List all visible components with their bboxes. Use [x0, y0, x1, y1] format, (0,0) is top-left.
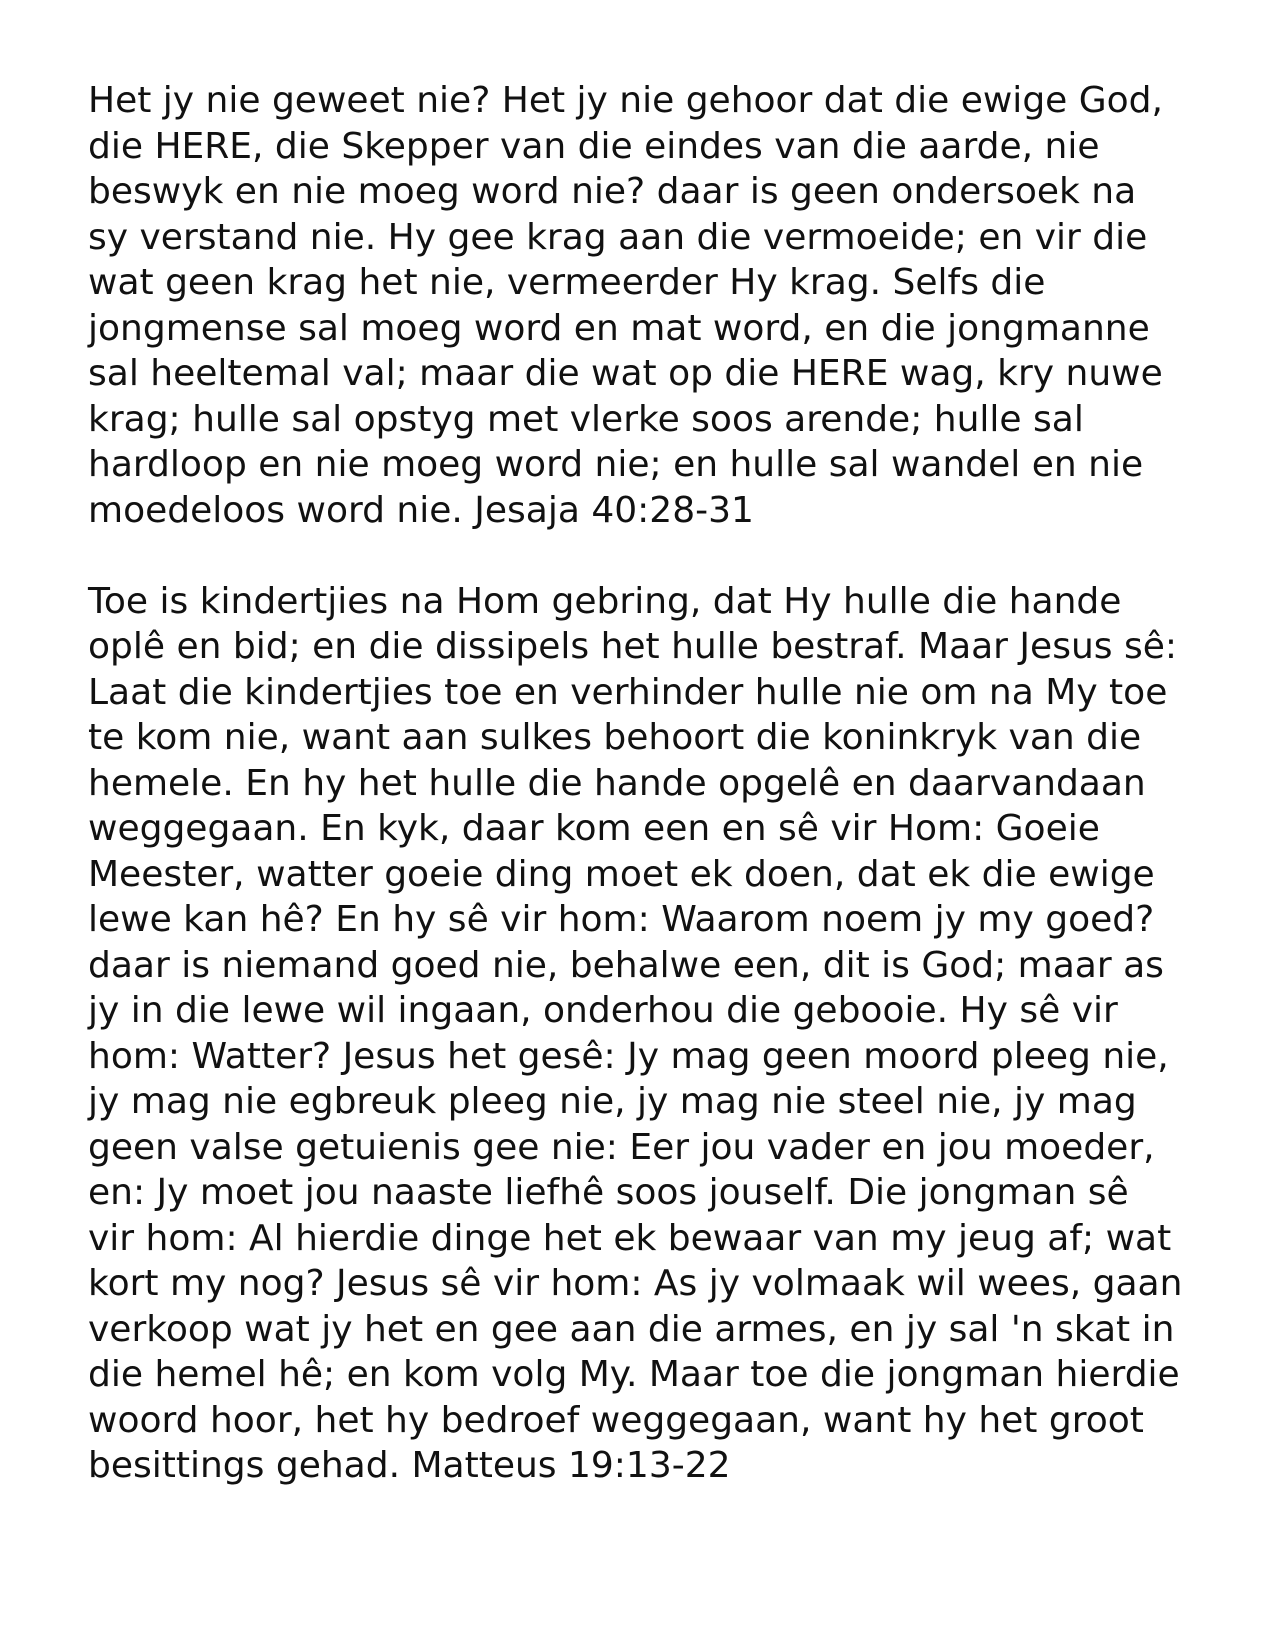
paragraph-matteus: Toe is kindertjies na Hom gebring, dat Hy hulle die hande oplê en bid; en die dissipels het hulle bestraf. Maar Jesus sê: Laat die kindertjies toe en verhinder hulle nie om na My toe te kom nie, want aan sulkes behoort die koninkryk van die hemele. En hy het hulle die hande opgelê en daarvandaan weggegaan. En kyk, daar kom een en sê vir Hom: Goeie Meester, watter goeie ding moet ek doen, dat ek die ewige lewe kan hê? En hy sê vir hom: Waarom noem jy my goed? daar is niemand goed nie, behalwe een, dit is God; maar as jy in die lewe wil ingaan, onderhou die gebooie. Hy sê vir hom: Watter? Jesus het gesê: Jy mag geen moord pleeg nie, jy mag nie egbreuk pleeg nie, jy mag nie steel nie, jy mag geen valse getuienis gee nie: Eer jou vader en jou moeder, en: Jy moet jou naaste liefhê soos jouself. Die jongman sê vir hom: Al hierdie dinge het ek bewaar van my jeug af; wat kort my nog? Jesus sê vir hom: As jy volmaak wil wees, gaan verkoop wat jy het en gee aan die armes, en jy sal 'n skat in die hemel hê; en kom volg My. Maar toe die jongman hierdie woord hoor, het hy bedroef weggegaan, want hy het groot besittings gehad. Matteus 19:13-22 — [88, 580, 1183, 1486]
document-page — [88, 78, 1208, 1489]
paragraph-jesaja: Het jy nie geweet nie? Het jy nie gehoor dat die ewige God, die HERE, die Skepper van die eindes van die aarde, nie beswyk en nie moeg word nie? daar is geen ondersoek na sy verstand nie. Hy gee krag aan die vermoeide; en vir die wat geen krag het nie, vermeerder Hy krag. Selfs die jongmense sal moeg word en mat word, en die jongmanne sal heeltemal val; maar die wat op die HERE wag, kry nuwe krag; hulle sal opstyg met vlerke soos arende; hulle sal hardloop en nie moeg word nie; en hulle sal wandel en nie moedeloos word nie. Jesaja 40:28-31 — [88, 80, 1163, 531]
paragraph-spacer — [88, 533, 1208, 579]
